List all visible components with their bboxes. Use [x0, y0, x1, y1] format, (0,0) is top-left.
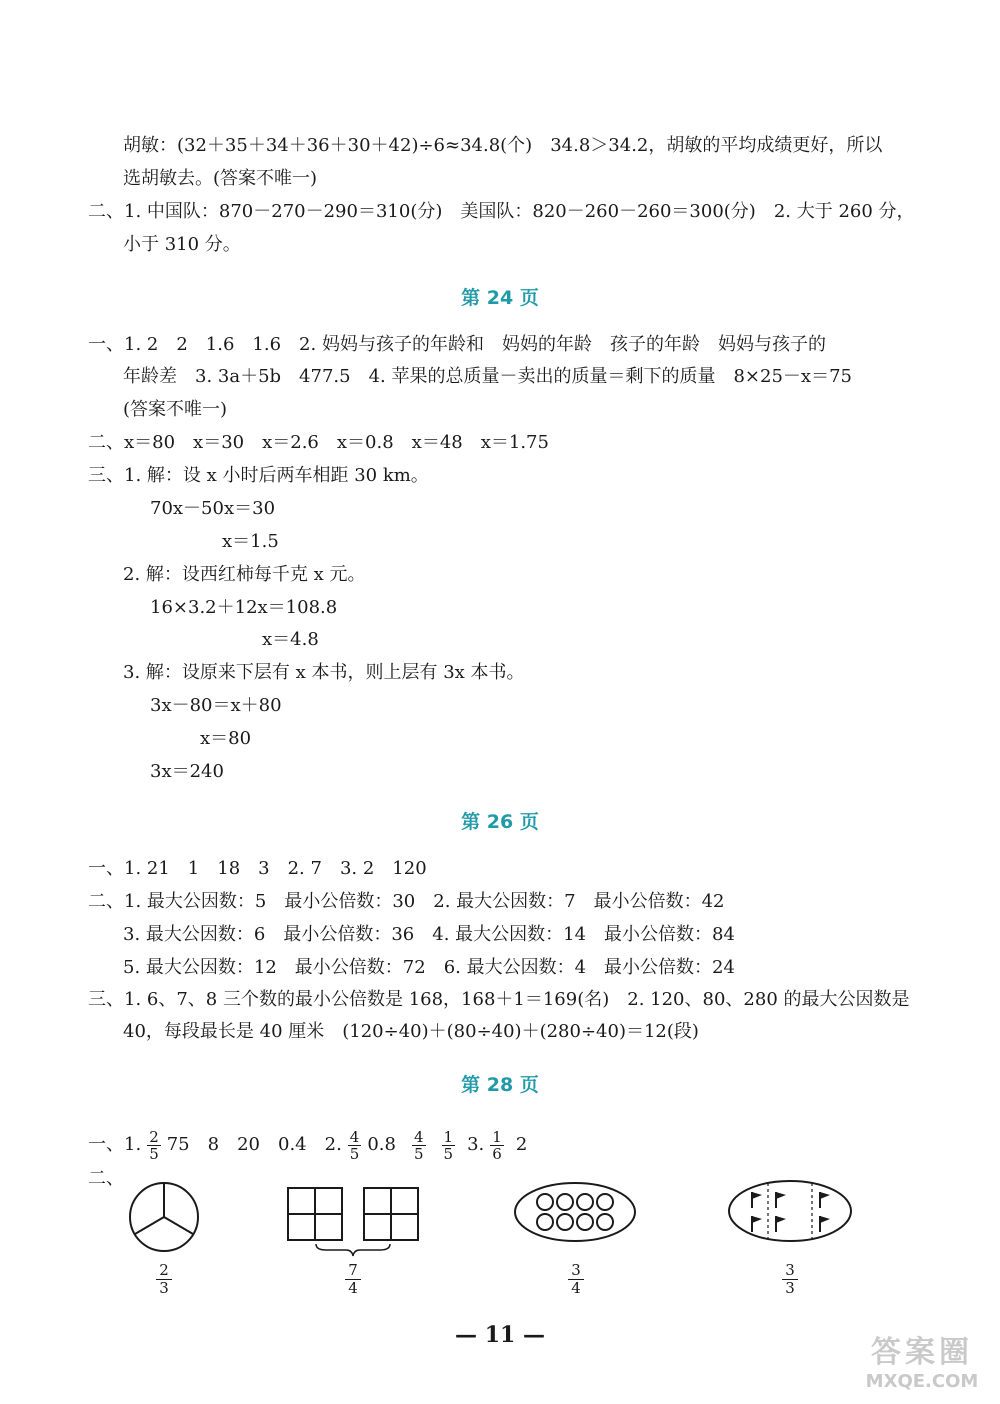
small-circle — [577, 1194, 593, 1210]
squares-figure — [286, 1186, 420, 1258]
small-circle — [537, 1194, 553, 1210]
answer-line: 年龄差 3. 3a＋5b 477.5 4. 苹果的总质量－卖出的质量＝剩下的质量 8×25－x＝75 — [123, 366, 852, 387]
numerator: 3 — [568, 1262, 584, 1280]
answer-line: 2. 解：设西红柿每千克 x 元。 — [123, 564, 366, 585]
fraction — [490, 1129, 504, 1162]
watermark-logo — [852, 1335, 992, 1393]
divider-line — [135, 1217, 164, 1234]
denominator: 5 — [149, 1144, 159, 1163]
fraction — [442, 1129, 456, 1162]
flag-icon — [752, 1216, 762, 1232]
numerator: 2 — [156, 1262, 172, 1280]
numerator: 1 — [443, 1127, 454, 1146]
small-circle — [597, 1214, 613, 1230]
flag-icon — [820, 1192, 830, 1208]
brace — [316, 1244, 390, 1256]
figure-fraction — [333, 1262, 373, 1297]
figure-fraction — [144, 1262, 184, 1297]
small-circle — [597, 1194, 613, 1210]
answer-line: 选胡敏去。(答案不唯一) — [123, 168, 318, 189]
answer-line: 二、1. 中国队：870－270－290＝310(分) 美国队：820－260－260＝300(分) 2. 大于 260 分， — [88, 201, 915, 222]
small-circle — [557, 1214, 573, 1230]
circle-thirds-figure — [127, 1180, 201, 1254]
flag-icon — [776, 1216, 786, 1232]
equation-line: 70x－50x＝30 — [150, 498, 276, 519]
fraction — [147, 1129, 161, 1162]
flag-group — [752, 1192, 830, 1232]
denominator: 5 — [443, 1144, 454, 1163]
answer-line: 二、x＝80 x＝30 x＝2.6 x＝0.8 x＝48 x＝1.75 — [88, 432, 549, 453]
flag-icon — [752, 1192, 762, 1208]
divider-line — [164, 1217, 193, 1234]
answer-line: (答案不唯一) — [123, 399, 228, 420]
answer-line: 一、1. 2 2 1.6 1.6 2. 妈妈与孩子的年龄和 妈妈的年龄 孩子的年龄 妈妈与孩子的 — [88, 334, 826, 355]
denominator: 6 — [492, 1144, 502, 1163]
small-circle — [557, 1194, 573, 1210]
answer-line: 三、1. 解：设 x 小时后两车相距 30 km。 — [88, 465, 429, 486]
answer-line-fractions — [88, 1127, 527, 1163]
denominator: 3 — [785, 1279, 795, 1297]
numerator: 1 — [492, 1127, 502, 1146]
answer-line: 小于 310 分。 — [123, 234, 241, 255]
section-heading: 第 28 页 — [461, 1074, 539, 1096]
small-circle — [537, 1214, 553, 1230]
flag-icon — [776, 1192, 786, 1208]
denominator: 5 — [349, 1144, 360, 1163]
equation-line: 3x－80＝x＋80 — [150, 695, 282, 716]
answer-line: 一、1. 21 1 18 3 2. 7 3. 2 120 — [88, 858, 427, 879]
section-heading: 第 24 页 — [461, 287, 539, 309]
figure-fraction — [556, 1262, 596, 1297]
answer-text: 0.8 — [367, 1134, 396, 1155]
answer-line: 二、1. 最大公因数：5 最小公倍数：30 2. 最大公因数：7 最小公倍数：42 — [88, 891, 725, 912]
watermark-text: 答案圈 — [871, 1335, 973, 1370]
watermark-url: MXQE.COM — [865, 1371, 979, 1392]
small-circle — [577, 1214, 593, 1230]
equation-line: 16×3.2＋12x＝108.8 — [150, 597, 338, 618]
answer-line: 三、1. 6、7、8 三个数的最小公倍数是 168，168＋1＝169(名) 2. 120、80、280 的最大公因数是 — [88, 989, 910, 1010]
ellipse-flags-figure — [726, 1178, 854, 1244]
ellipse-outline — [729, 1181, 851, 1241]
denominator: 3 — [159, 1279, 169, 1297]
numerator: 3 — [782, 1262, 798, 1280]
answer-line: 二、 — [88, 1168, 124, 1189]
equation-line: 3x＝240 — [150, 761, 224, 782]
answer-line: 5. 最大公因数：12 最小公倍数：72 6. 最大公因数：4 最小公倍数：24 — [123, 957, 735, 978]
numerator: 7 — [345, 1262, 361, 1280]
denominator: 4 — [348, 1279, 358, 1297]
small-circle-group — [537, 1194, 613, 1230]
equation-line: x＝80 — [200, 728, 252, 749]
answer-line: 3. 解：设原来下层有 x 本书，则上层有 3x 本书。 — [123, 662, 525, 683]
page-number: — 11 — — [455, 1322, 545, 1348]
ellipse-outline — [515, 1183, 635, 1241]
numerator: 4 — [413, 1127, 424, 1146]
equation-line: x＝1.5 — [222, 531, 279, 552]
flag-icon — [820, 1216, 830, 1232]
answer-line: 胡敏：(32＋35＋34＋36＋30＋42)÷6≈34.8(个) 34.8＞34.2，胡敏的平均成绩更好，所以 — [123, 135, 883, 156]
numerator: 2 — [149, 1127, 159, 1146]
denominator: 5 — [413, 1144, 424, 1163]
numerator: 4 — [349, 1127, 360, 1146]
answer-text: 3. — [467, 1134, 485, 1155]
equation-line: x＝4.8 — [262, 629, 319, 650]
section-heading: 第 26 页 — [461, 811, 539, 833]
answer-line: 3. 最大公因数：6 最小公倍数：36 4. 最大公因数：14 最小公倍数：84 — [123, 924, 735, 945]
denominator: 4 — [571, 1279, 581, 1297]
answer-line: 40，每段最长是 40 厘米 (120÷40)＋(80÷40)＋(280÷40)＝12(段) — [123, 1021, 699, 1042]
fraction — [348, 1129, 362, 1162]
figure-fraction — [770, 1262, 810, 1297]
answer-text: 一、1. — [88, 1134, 142, 1155]
ellipse-circles-figure — [512, 1180, 638, 1244]
answer-text: 75 8 20 0.4 2. — [166, 1134, 342, 1155]
answer-text: 2 — [515, 1134, 528, 1155]
fraction — [412, 1129, 426, 1162]
